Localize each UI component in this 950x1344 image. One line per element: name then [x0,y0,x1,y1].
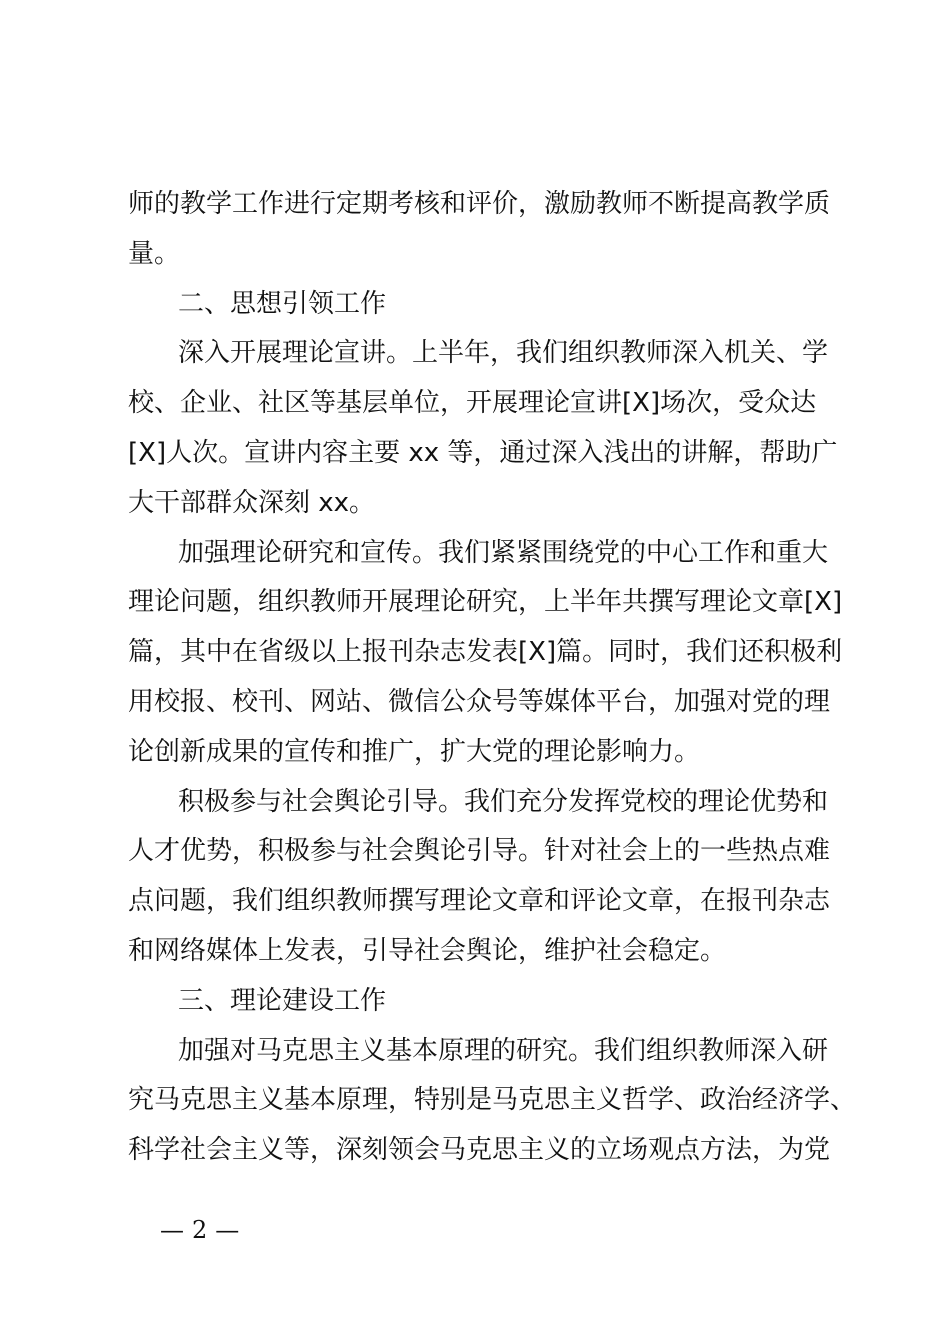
text-line: 深入开展理论宣讲。上半年，我们组织教师深入机关、学 [178,338,829,369]
text-line: 论创新成果的宣传和推广，扩大党的理论影响力。 [128,736,701,767]
text-line: 量。 [128,238,181,269]
text-line: 篇，其中在省级以上报刊杂志发表[X]篇。同时，我们还积极利 [128,637,843,668]
page-footer [160,1210,239,1250]
section-heading: 三、理论建设工作 [178,985,387,1016]
text-line: [X]人次。宣讲内容主要 xx 等，通过深入浅出的讲解，帮助广 [128,437,838,468]
text-line: 用校报、校刊、网站、微信公众号等媒体平台，加强对党的理 [128,686,831,717]
footer-dash-left: — [160,1216,184,1244]
section-heading: 二、思想引领工作 [178,288,387,319]
text-line: 加强理论研究和宣传。我们紧紧围绕党的中心工作和重大 [178,537,829,568]
text-line: 校、企业、社区等基层单位，开展理论宣讲[X]场次，受众达 [128,388,817,419]
text-line: 积极参与社会舆论引导。我们充分发挥党校的理论优势和 [178,786,829,817]
text-line: 科学社会主义等，深刻领会马克思主义的立场观点方法，为党 [128,1135,831,1166]
text-line: 和网络媒体上发表，引导社会舆论，维护社会稳定。 [128,935,727,966]
text-line: 加强对马克思主义基本原理的研究。我们组织教师深入研 [178,1035,829,1066]
footer-dash-right: — [215,1216,240,1244]
text-line: 点问题，我们组织教师撰写理论文章和评论文章，在报刊杂志 [128,886,831,917]
text-line: 人才优势，积极参与社会舆论引导。针对社会上的一些热点难 [128,836,831,867]
text-line: 究马克思主义基本原理，特别是马克思主义哲学、政治经济学、 [128,1085,857,1116]
text-line: 师的教学工作进行定期考核和评价，激励教师不断提高教学质 [128,189,831,219]
text-line: 大干部群众深刻 xx。 [128,487,376,518]
text-line: 理论问题，组织教师开展理论研究，上半年共撰写理论文章[X] [128,587,843,618]
body-text [128,180,857,1176]
page-number: 2 [192,1216,208,1244]
